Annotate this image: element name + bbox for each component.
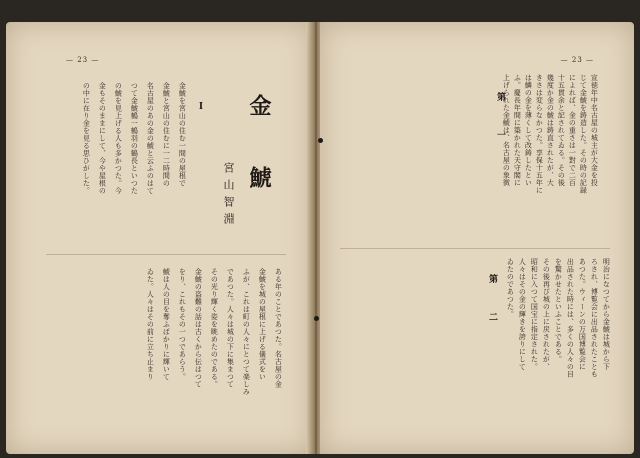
text-column: じて金鯱を鋳造した。その時の記録 (579, 74, 588, 194)
text-column: 上げられた金鯱は、名古屋の象徴 (502, 74, 511, 187)
page-number: — 23 — (66, 56, 100, 64)
story-author: 宮山智淵 (222, 162, 235, 230)
binding-hole (318, 138, 323, 143)
text-column: 人々はその金の輝きを誇りにして (518, 258, 527, 371)
text-column: ある年のことであつた。名古屋の金 (274, 268, 283, 388)
text-column: 幾度か金の鯱は鋳直されたが、大 (546, 74, 555, 187)
right-page (320, 22, 634, 454)
text-column: は鱗の金を薄くして改鋳したとい (524, 74, 533, 187)
text-column: 出品された時には、多くの人々の目 (566, 258, 575, 378)
text-column: 金鯱の盗難の話は古くから伝はつて (194, 268, 203, 388)
left-page (6, 22, 312, 454)
text-column: 金鯱を宮山の住む一間の屋根で (178, 82, 187, 187)
text-column: 明治になつてから金鯱は城から下 (602, 258, 611, 371)
text-column: によれば、金の重さは一對で二百 (568, 74, 577, 187)
story-title: 金 鯱 (246, 94, 272, 202)
text-column: の中に在り金を見る思ひがした。 (82, 82, 91, 195)
text-column: ゐた。人々はその前に立ち止まり (146, 268, 155, 381)
text-column: ふが、これは町の人々にとつて楽しみ (242, 268, 251, 396)
text-column: 鯱は人の目を奪ふばかりに輝いて (162, 268, 171, 381)
text-column: 金鯱を城の屋根に上げる儀式をい (258, 268, 267, 381)
text-column: 十五貫余と記されてゐる。その後 (557, 74, 566, 187)
section-heading-1: Ⅰ (196, 102, 206, 122)
column-divider (46, 254, 286, 255)
text-column: ゐたのであつた。 (506, 258, 515, 318)
text-column: を驚かせたといふことである。 (554, 258, 563, 363)
text-column: 宣徳年中名古屋の城主が大金を投 (590, 74, 599, 187)
text-column: きさは変らなかつた。享保十五年に (535, 74, 544, 194)
text-column: 金鯱と宮山の住むに一二時間の (162, 82, 171, 187)
text-column: であつた。人々は城の下に集まつて (226, 268, 235, 388)
text-column: ろされ、博覧会に出品されたことも (590, 258, 599, 378)
page-number: — 23 — (560, 56, 594, 64)
section-heading-2: 第 二 (487, 274, 497, 331)
text-column: あつた。ウィーンの万国博覧会に (578, 258, 587, 371)
text-column: ふ。慶長年間に築かれた天守閣に (513, 74, 522, 187)
binding-hole (314, 316, 319, 321)
text-column: 昭和に入つて国宝に指定された。 (530, 258, 539, 371)
text-column: 金もそのままにして、今や屋根の (98, 82, 107, 195)
text-column: つて金鯱鶴一鶴羽の鶴長といつた (130, 82, 139, 195)
text-column: の鯱を見上げる人も多かつた。今 (114, 82, 123, 195)
column-divider (340, 248, 610, 249)
text-column: その後再び城の上に戻されたが、 (542, 258, 551, 371)
text-column: その光り輝く姿を眺めたのである。 (210, 268, 219, 388)
text-column: をり、これもその一つであらう。 (178, 268, 187, 381)
section-heading-1: 第 一 (495, 92, 505, 149)
text-column: 名古屋のあの金の鯱と云ふのはて (146, 82, 155, 195)
